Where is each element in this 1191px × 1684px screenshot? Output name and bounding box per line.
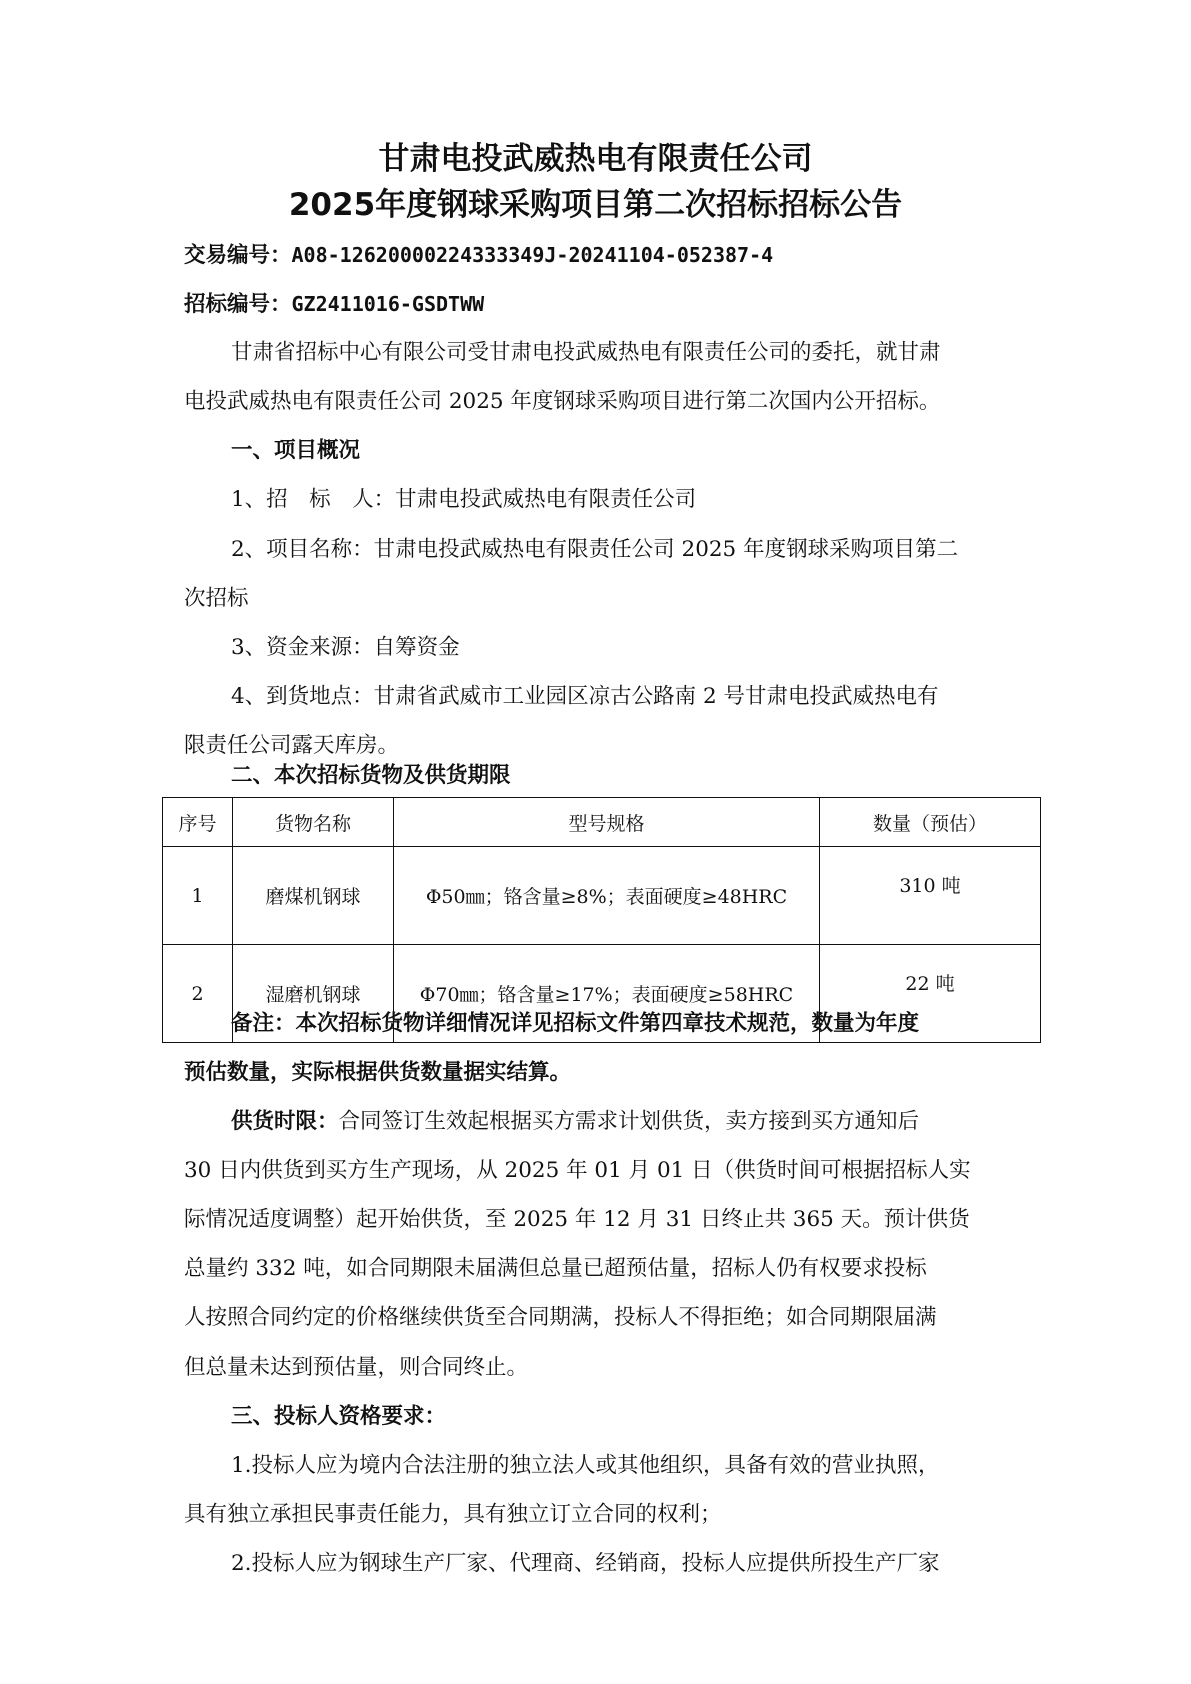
overview-item-4-line2: 限责任公司露天库房。 <box>184 733 400 758</box>
supply-period-line4: 总量约 332 吨，如合同期限未届满但总量已超预估量，招标人仍有权要求投标 <box>184 1256 927 1281</box>
requirement-2-line1: 2.投标人应为钢球生产厂家、代理商、经销商，投标人应提供所投生产厂家 <box>231 1551 940 1576</box>
supply-period-label: 供货时限： <box>231 1109 339 1134</box>
table-header-cell: 货物名称 <box>233 798 394 847</box>
supply-period-line5: 人按照合同约定的价格继续供货至合同期满，投标人不得拒绝；如合同期限届满 <box>184 1305 937 1330</box>
table-header-row <box>163 798 1041 847</box>
table-cell-quantity: 22 吨 <box>820 945 1041 1043</box>
note-line1: 备注：本次招标货物详细情况详见招标文件第四章技术规范，数量为年度 <box>231 1011 920 1036</box>
table-cell-quantity: 310 吨 <box>820 847 1041 945</box>
transaction-number <box>184 240 773 271</box>
note-line2: 预估数量，实际根据供货数量据实结算。 <box>184 1060 572 1085</box>
tender-number-label: 招标编号： <box>184 292 292 317</box>
overview-item-1: 1、招 标 人：甘肃电投武威热电有限责任公司 <box>231 487 697 512</box>
intro-paragraph-line1: 甘肃省招标中心有限公司受甘肃电投武威热电有限责任公司的委托，就甘肃 <box>231 340 941 365</box>
document-title-line1: 甘肃电投武威热电有限责任公司 <box>378 141 813 177</box>
table-cell-index: 1 <box>163 847 233 945</box>
supply-period-line1 <box>231 1107 919 1137</box>
section1-heading: 一、项目概况 <box>231 438 361 463</box>
table-cell-specification: Φ50㎜；铬含量≥8%；表面硬度≥48HRC <box>394 847 820 945</box>
supply-period-text: 合同签订生效起根据买方需求计划供货，卖方接到买方通知后 <box>338 1109 920 1134</box>
requirement-1-line1: 1.投标人应为境内合法注册的独立法人或其他组织，具备有效的营业执照， <box>231 1453 940 1478</box>
supply-period-line2: 30 日内供货到买方生产现场，从 2025 年 01 月 01 日（供货时间可根据招标人实 <box>184 1158 971 1183</box>
overview-item-2-line1: 2、项目名称：甘肃电投武威热电有限责任公司 2025 年度钢球采购项目第二 <box>231 537 959 562</box>
section2-heading: 二、本次招标货物及供货期限 <box>231 763 511 788</box>
document-title-line2: 2025年度钢球采购项目第二次招标招标公告 <box>288 187 903 223</box>
tender-number-value: GZ2411016-GSDTWW <box>291 292 485 316</box>
supply-period-line6: 但总量未达到预估量，则合同终止。 <box>184 1355 529 1380</box>
overview-item-4-line1: 4、到货地点：甘肃省武威市工业园区凉古公路南 2 号甘肃电投武威热电有 <box>231 684 939 709</box>
tender-number <box>184 289 484 320</box>
requirement-1-line2: 具有独立承担民事责任能力，具有独立订立合同的权利； <box>184 1502 722 1527</box>
goods-table <box>162 797 1041 1043</box>
intro-paragraph-line2: 电投武威热电有限责任公司 2025 年度钢球采购项目进行第二次国内公开招标。 <box>184 389 941 414</box>
overview-item-3: 3、资金来源：自筹资金 <box>231 635 460 660</box>
table-header-cell: 序号 <box>163 798 233 847</box>
table-cell-goods-name: 磨煤机钢球 <box>233 847 394 945</box>
section3-heading: 三、投标人资格要求： <box>231 1404 447 1429</box>
supply-period-line3: 际情况适度调整）起开始供货，至 2025 年 12 月 31 日终止共 365 天。预计供货 <box>184 1207 970 1232</box>
table-row <box>163 847 1041 945</box>
table-header-cell: 型号规格 <box>394 798 820 847</box>
transaction-number-value: A08-12620000224333349J-20241104-052387-4 <box>291 243 774 267</box>
table-cell-index: 2 <box>163 945 233 1043</box>
transaction-number-label: 交易编号： <box>184 243 292 268</box>
table-cell-goods-name: 湿磨机钢球 <box>233 945 394 1043</box>
overview-item-2-line2: 次招标 <box>184 586 249 611</box>
table-cell-specification: Φ70㎜；铬含量≥17%；表面硬度≥58HRC <box>394 945 820 1043</box>
table-header-cell: 数量（预估） <box>820 798 1041 847</box>
